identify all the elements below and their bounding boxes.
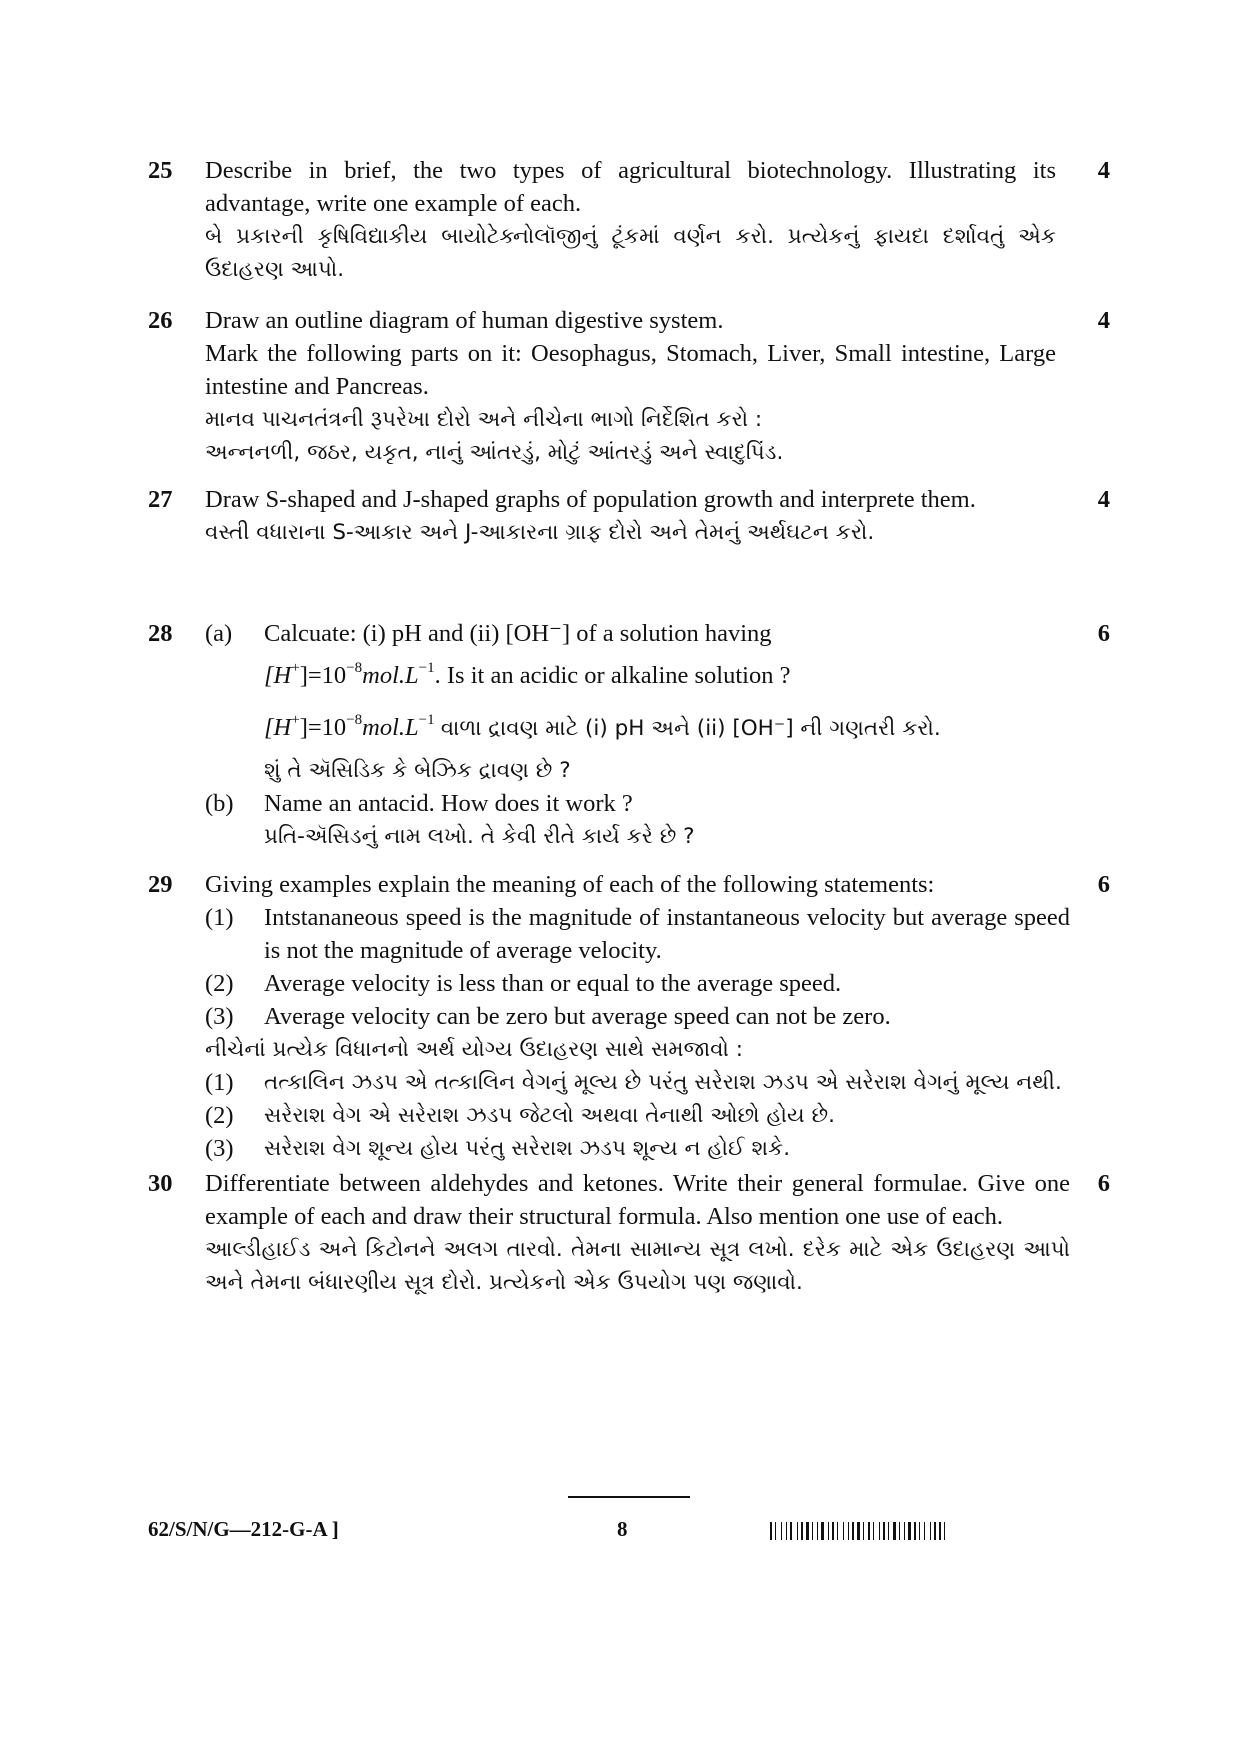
barcode-bar bbox=[873, 1522, 874, 1540]
barcode-bar bbox=[817, 1522, 818, 1540]
barcode bbox=[770, 1522, 994, 1540]
barcode-bar bbox=[944, 1522, 945, 1540]
question-text-gujarati: શું તે ઍસિડિક કે બેઝિક દ્રાવણ છે ? bbox=[264, 758, 571, 783]
question-text-english: Mark the following parts on it: Oesophagus, Stomach, Liver, Small intestine, Large intestine and Pancreas. bbox=[205, 340, 1056, 400]
subquestion-label: (a) bbox=[205, 620, 233, 647]
question-29 bbox=[148, 868, 1110, 1165]
question-number: 25 bbox=[148, 157, 173, 184]
barcode-bar bbox=[821, 1522, 824, 1540]
barcode-bar bbox=[855, 1522, 856, 1540]
barcode-bar bbox=[930, 1522, 931, 1540]
barcode-bar bbox=[793, 1522, 796, 1540]
statement-item-gujarati: (3) સરેરાશ વેગ શૂન્ય હોય પરંતુ સરેરાશ ઝડપ શૂન્ય ન હોઈ શકે. bbox=[205, 1135, 791, 1162]
barcode-bar bbox=[845, 1522, 847, 1540]
barcode-bar bbox=[863, 1522, 864, 1540]
question-text-english: Giving examples explain the meaning of each of the following statements: bbox=[205, 871, 935, 898]
question-number: 27 bbox=[148, 486, 173, 513]
subquestion-b bbox=[205, 787, 1056, 853]
barcode-bar bbox=[908, 1522, 911, 1540]
barcode-bar bbox=[914, 1522, 916, 1540]
barcode-bar bbox=[799, 1522, 800, 1540]
barcode-bar bbox=[797, 1522, 798, 1540]
question-number: 26 bbox=[148, 307, 173, 334]
barcode-bar bbox=[881, 1522, 882, 1540]
barcode-bar bbox=[906, 1522, 907, 1540]
barcode-bar bbox=[886, 1522, 887, 1540]
barcode-bar bbox=[814, 1522, 816, 1540]
question-text-gujarati: અન્નનળી, જઠર, યકૃત, નાનું આંતરડું, મોટું આંતરડું અને સ્વાદુપિંડ. bbox=[205, 440, 784, 465]
barcode-bar bbox=[786, 1522, 787, 1540]
barcode-bar bbox=[810, 1522, 811, 1540]
barcode-bar bbox=[899, 1522, 900, 1540]
barcode-bar bbox=[926, 1522, 929, 1540]
statement-item-gujarati: (2) સરેરાશ વેગ એ સરેરાશ ઝડપ જેટલો અથવા તેનાથી ઓછો હોય છે. bbox=[205, 1102, 835, 1129]
barcode-bar bbox=[934, 1522, 936, 1540]
barcode-bar bbox=[871, 1522, 872, 1540]
subquestion-label: (b) bbox=[205, 790, 234, 817]
question-text-gujarati: બે પ્રકારની કૃષિવિદ્યાકીય બાયોટેક્નોલૉજીનું ટૂંકમાં વર્ણન કરો. પ્રત્યેકનું ફાયદા દર્શાવતું એક ઉદાહરણ આપો. bbox=[205, 224, 1056, 282]
question-number: 28 bbox=[148, 620, 173, 647]
barcode-bar bbox=[861, 1522, 862, 1540]
question-marks: 4 bbox=[1097, 486, 1110, 513]
question-text-english: Draw an outline diagram of human digestive system. bbox=[205, 307, 724, 334]
barcode-bar bbox=[937, 1522, 938, 1540]
question-30 bbox=[148, 1167, 1110, 1299]
question-text-english: Differentiate between aldehydes and ketones. Write their general formulae. Give one example of each and draw their structural formula. Also mention one use of each. bbox=[205, 1170, 1070, 1230]
barcode-bar bbox=[893, 1522, 896, 1540]
barcode-bar bbox=[806, 1522, 809, 1540]
statement-item-gujarati: (1) તત્કાલિન ઝડપ એ તત્કાલિન વેગનું મૂલ્ય છે પરંતુ સરેરાશ ઝડપ એ સરેરાશ વેગનું મૂલ્ય નથી. bbox=[205, 1069, 1062, 1096]
barcode-bar bbox=[852, 1522, 854, 1540]
barcode-bar bbox=[830, 1522, 831, 1540]
question-text-gujarati: પ્રતિ-ઍસિડનું નામ લખો. તે કેવી રીતે કાર્ય કરે છે ? bbox=[264, 824, 695, 849]
question-marks: 4 bbox=[1097, 307, 1110, 334]
barcode-bar bbox=[883, 1522, 885, 1540]
barcode-bar bbox=[917, 1522, 918, 1540]
statement-item: (1) Intstananeous speed is the magnitude of instantaneous velocity but average speed is not the magnitude of average velocity. bbox=[205, 904, 1070, 964]
barcode-bar bbox=[848, 1522, 849, 1540]
barcode-bar bbox=[781, 1522, 782, 1540]
barcode-bar bbox=[897, 1522, 898, 1540]
question-27 bbox=[148, 483, 1110, 549]
question-number: 30 bbox=[148, 1170, 173, 1197]
question-marks: 6 bbox=[1097, 1170, 1110, 1197]
barcode-bar bbox=[850, 1522, 851, 1540]
question-text-english: . Is it an acidic or alkaline solution ? bbox=[434, 662, 791, 689]
barcode-bar bbox=[932, 1522, 933, 1540]
barcode-bar bbox=[832, 1522, 834, 1540]
barcode-bar bbox=[812, 1522, 813, 1540]
barcode-bar bbox=[919, 1522, 920, 1540]
barcode-bar bbox=[901, 1522, 903, 1540]
page-number: 8 bbox=[617, 1517, 628, 1541]
statement-item: (3) Average velocity can be zero but average speed can not be zero. bbox=[205, 1003, 891, 1030]
barcode-bar bbox=[828, 1522, 829, 1540]
question-marks: 6 bbox=[1097, 871, 1110, 898]
barcode-bar bbox=[865, 1522, 867, 1540]
barcode-bar bbox=[875, 1522, 878, 1540]
paper-code: 62/S/N/G—212-G-A ] bbox=[148, 1517, 339, 1541]
question-text-gujarati: વાળા દ્રાવણ માટે (i) pH અને (ii) [OH⁻] ની ગણતરી કરો. bbox=[440, 716, 941, 741]
barcode-bar bbox=[868, 1522, 870, 1540]
barcode-bar bbox=[946, 1522, 949, 1540]
barcode-bar bbox=[777, 1522, 780, 1540]
question-marks: 4 bbox=[1097, 157, 1110, 184]
barcode-bar bbox=[924, 1522, 925, 1540]
question-text-english: Draw S-shaped and J-shaped graphs of population growth and interprete them. bbox=[205, 486, 976, 513]
question-text-english: Calcuate: (i) pH and (ii) [OH⁻] of a solution having bbox=[264, 620, 772, 647]
barcode-bar bbox=[783, 1522, 785, 1540]
question-text-english: Name an antacid. How does it work ? bbox=[264, 790, 633, 817]
barcode-bar bbox=[790, 1522, 792, 1540]
barcode-bar bbox=[804, 1522, 805, 1540]
barcode-bar bbox=[921, 1522, 923, 1540]
footer-divider bbox=[568, 1496, 690, 1498]
subquestion-a bbox=[205, 617, 1056, 787]
question-text-gujarati: નીચેનાં પ્રત્યેક વિધાનનો અર્થ યોગ્ય ઉદાહરણ સાથે સમજાવો : bbox=[205, 1037, 743, 1062]
barcode-bar bbox=[835, 1522, 836, 1540]
statement-item: (2) Average velocity is less than or equal to the average speed. bbox=[205, 970, 842, 997]
barcode-bar bbox=[942, 1522, 943, 1540]
question-text-gujarati: માનવ પાચનતંત્રની રૂપરેખા દોરો અને નીચેના ભાગો નિર્દેશિત કરો : bbox=[205, 407, 763, 432]
barcode-bar bbox=[890, 1522, 892, 1540]
barcode-bar bbox=[825, 1522, 827, 1540]
barcode-bar bbox=[837, 1522, 838, 1540]
barcode-bar bbox=[770, 1522, 772, 1540]
question-28 bbox=[148, 617, 1110, 853]
barcode-bar bbox=[801, 1522, 803, 1540]
hydrogen-ion-equation: $[H^+]=10^{-8}mol.L^{-1}$. Is it an acidic or alkaline solution ? bbox=[264, 660, 791, 689]
barcode-bar bbox=[839, 1522, 842, 1540]
barcode-bar bbox=[819, 1522, 820, 1540]
question-marks: 6 bbox=[1097, 620, 1110, 647]
question-25 bbox=[148, 154, 1110, 286]
barcode-bar bbox=[904, 1522, 905, 1540]
barcode-bar bbox=[773, 1522, 774, 1540]
barcode-bar bbox=[879, 1522, 880, 1540]
barcode-bar bbox=[857, 1522, 860, 1540]
barcode-bar bbox=[888, 1522, 889, 1540]
barcode-bar bbox=[775, 1522, 776, 1540]
barcode-bar bbox=[788, 1522, 789, 1540]
question-text-gujarati: આલ્ડીહાઈડ અને કિટોનને અલગ તારવો. તેમના સામાન્ય સૂત્ર લખો. દરેક માટે એક ઉદાહરણ આપો અને તેમના બંધારણીય સૂત્ર દોરો. પ્રત્યેકનો એક ઉપયોગ પણ જણાવો. bbox=[205, 1237, 1070, 1295]
barcode-bar bbox=[912, 1522, 913, 1540]
barcode-bar bbox=[843, 1522, 844, 1540]
question-26 bbox=[148, 304, 1110, 469]
question-text-gujarati: વસ્તી વધારાના S-આકાર અને J-આકારના ગ્રાફ દોરો અને તેમનું અર્થઘટન કરો. bbox=[205, 520, 875, 545]
barcode-bar bbox=[939, 1522, 941, 1540]
question-text-english: Describe in brief, the two types of agricultural biotechnology. Illustrating its advantage, write one example of each. bbox=[205, 157, 1056, 217]
question-number: 29 bbox=[148, 871, 173, 898]
hydrogen-ion-equation-gujarati: $[H^+]=10^{-8}mol.L^{-1}$ વાળા દ્રાવણ માટે (i) pH અને (ii) [OH⁻] ની ગણતરી કરો. bbox=[264, 712, 941, 741]
